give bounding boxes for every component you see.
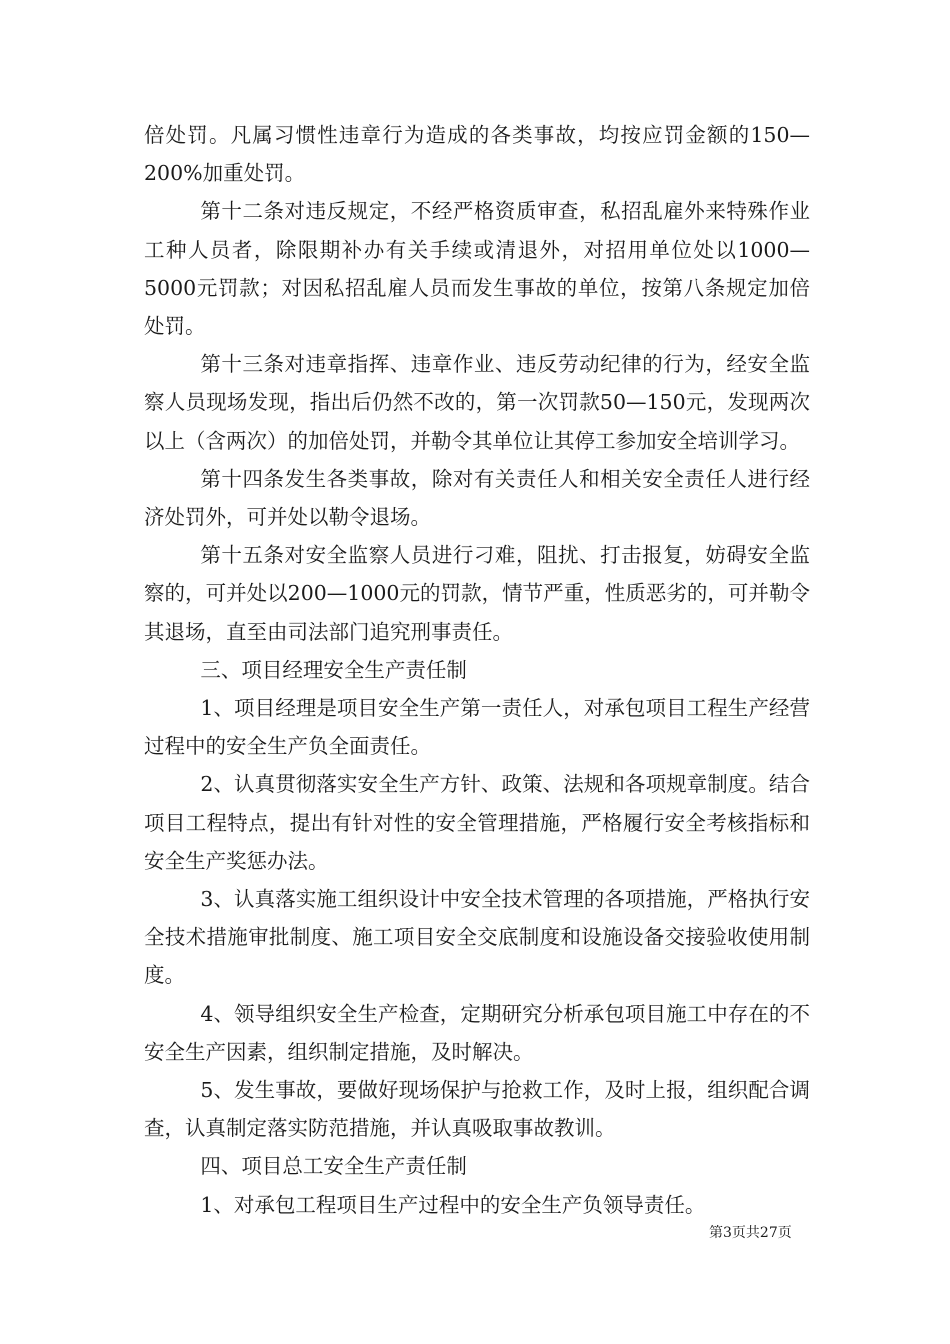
paragraph-article-12: 第十二条对违反规定，不经严格资质审查，私招乱雇外来特殊作业工种人员者，除限期补办有关手续或清退外，对招用单位处以1000—5000元罚款；对因私招乱雇人员而发生事故的单位，按第八条规定加倍处罚。 <box>144 199 810 339</box>
page-number: 第3页共27页 <box>709 1225 792 1241</box>
paragraph-article-15: 第十五条对安全监察人员进行刁难，阻扰、打击报复，妨碍安全监察的，可并处以200—1000元的罚款，情节严重，性质恶劣的，可并勒令其退场，直至由司法部门追究刑事责任。 <box>144 543 810 644</box>
paragraph-item-2: 2、认真贯彻落实安全生产方针、政策、法规和各项规章制度。结合项目工程特点，提出有针对性的安全管理措施，严格履行安全考核指标和安全生产奖惩办法。 <box>144 772 810 873</box>
paragraph-item-5: 5、发生事故，要做好现场保护与抢救工作，及时上报，组织配合调查，认真制定落实防范措施，并认真吸取事故教训。 <box>144 1078 810 1141</box>
document-body <box>144 116 810 1224</box>
paragraph-article-14: 第十四条发生各类事故，除对有关责任人和相关安全责任人进行经济处罚外，可并处以勒令退场。 <box>144 466 810 530</box>
section-heading-chief-engineer: 四、项目总工安全生产责任制 <box>200 1154 467 1179</box>
section-heading-project-manager: 三、项目经理安全生产责任制 <box>200 657 467 682</box>
paragraph-item-1-chief: 1、对承包工程项目生产过程中的安全生产负领导责任。 <box>200 1192 706 1217</box>
paragraph-continuation: 倍处罚。凡属习惯性违章行为造成的各类事故，均按应罚金额的150—200%加重处罚。 <box>144 123 810 186</box>
paragraph-item-4: 4、领导组织安全生产检查，定期研究分析承包项目施工中存在的不安全生产因素，组织制定措施，及时解决。 <box>144 1001 810 1064</box>
paragraph-article-13: 第十三条对违章指挥、违章作业、违反劳动纪律的行为，经安全监察人员现场发现，指出后仍然不改的，第一次罚款50—150元，发现两次以上（含两次）的加倍处罚，并勒令其单位让其停工参加安全培训学习。 <box>144 352 810 453</box>
paragraph-item-1: 1、项目经理是项目安全生产第一责任人，对承包项目工程生产经营过程中的安全生产负全面责任。 <box>144 696 810 759</box>
paragraph-item-3: 3、认真落实施工组织设计中安全技术管理的各项措施，严格执行安全技术措施审批制度、施工项目安全交底制度和设施设备交接验收使用制度。 <box>144 887 810 988</box>
